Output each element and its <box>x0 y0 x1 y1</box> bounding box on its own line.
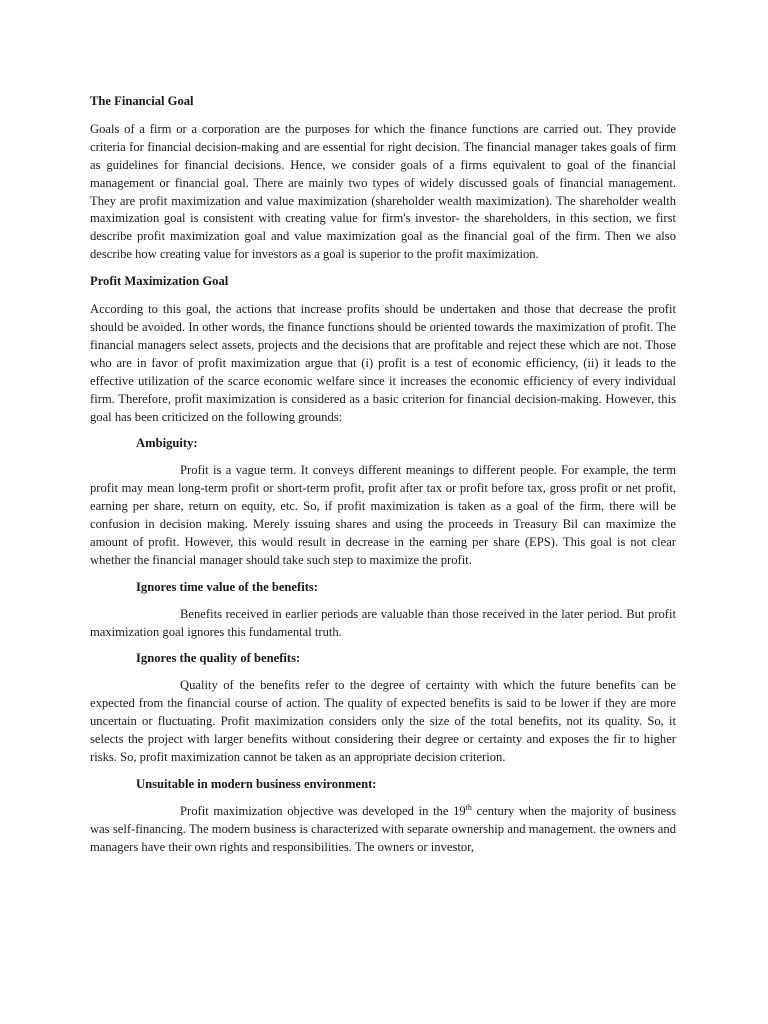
subheading-modern-business: Unsuitable in modern business environment: <box>136 776 377 791</box>
paragraph-modern-business <box>90 803 676 857</box>
paragraph-ambiguity: Profit is a vague term. It conveys different meanings to different people. For example, the term profit may mean long-term profit or short-term profit, profit after tax or profit before tax, gross profit or net profit, earning per share, return on equity, etc. So, if profit maximization is taken as a goal of the firm, there will be confusion in decision making. Merely issuing shares and using the proceeds in Treasury Bil can maximize the amount of profit. However, this would result in decrease in the earning per share (EPS). This goal is not clear whether the financial manager should take such step to maximize the profit. <box>90 463 676 567</box>
document-page <box>90 93 676 866</box>
paragraph-financial-goal: Goals of a firm or a corporation are the purposes for which the finance functions are carried out. They provide criteria for financial decision-making and are essential for right decision. The financial manager takes goals of firm as guidelines for financial decisions. Hence, we consider goals of a firms equivalent to goal of the financial management or financial goal. There are mainly two types of widely discussed goals of financial management. They are profit maximization and value maximization (shareholder wealth maximization). The shareholder wealth maximization goal is consistent with creating value for firm's investor- the shareholders, in this section, we first describe profit maximization goal and value maximization goal as the financial goal of the firm. Then we also describe how creating value for investors as a goal is superior to the profit maximization. <box>90 121 676 262</box>
superscript-th: th <box>465 802 472 812</box>
paragraph-profit-maximization: According to this goal, the actions that increase profits should be undertaken and those that decrease the profit should be avoided. In other words, the finance functions should be oriented towards the maximization of profit. The financial managers select assets, projects and the decisions that are profitable and reject these which are not. Those who are in favor of profit maximization argue that (i) profit is a test of economic efficiency, (ii) it leads to the effective utilization of the scarce economic welfare since it increases the economic efficiency of every individual firm. Therefore, profit maximization is considered as a basic criterion for financial decision-making. However, this goal has been criticized on the following grounds: <box>90 302 676 424</box>
paragraph-time-value: Benefits received in earlier periods are valuable than those received in the later period. But profit maximization goal ignores this fundamental truth. <box>90 606 676 639</box>
subheading-time-value: Ignores time value of the benefits: <box>136 579 319 594</box>
paragraph-modern-business-end: century when the majority of business was self-financing. The modern business is characterized with separate ownership and management. the owners and managers have their own rights and responsibilities. The owners or investor, <box>90 803 676 854</box>
section-heading-profit-maximization: Profit Maximization Goal <box>90 274 229 289</box>
section-heading-financial-goal: The Financial Goal <box>90 94 194 108</box>
subheading-ambiguity: Ambiguity: <box>136 436 198 451</box>
paragraph-modern-business-start: Profit maximization objective was developed in the 19 <box>180 803 466 818</box>
subheading-quality-of-benefits: Ignores the quality of benefits: <box>136 651 301 666</box>
paragraph-quality-of-benefits: Quality of the benefits refer to the degree of certainty with which the future benefits can be expected from the financial course of action. The quality of expected benefits is said to be lower if they are more uncertain or fluctuating. Profit maximization considers only the size of the total benefits, not its quality. So, it selects the project with larger benefits without considering their degree or certainty and exposes the fir to higher risks. So, profit maximization cannot be taken as an appropriate decision criterion. <box>90 678 676 764</box>
